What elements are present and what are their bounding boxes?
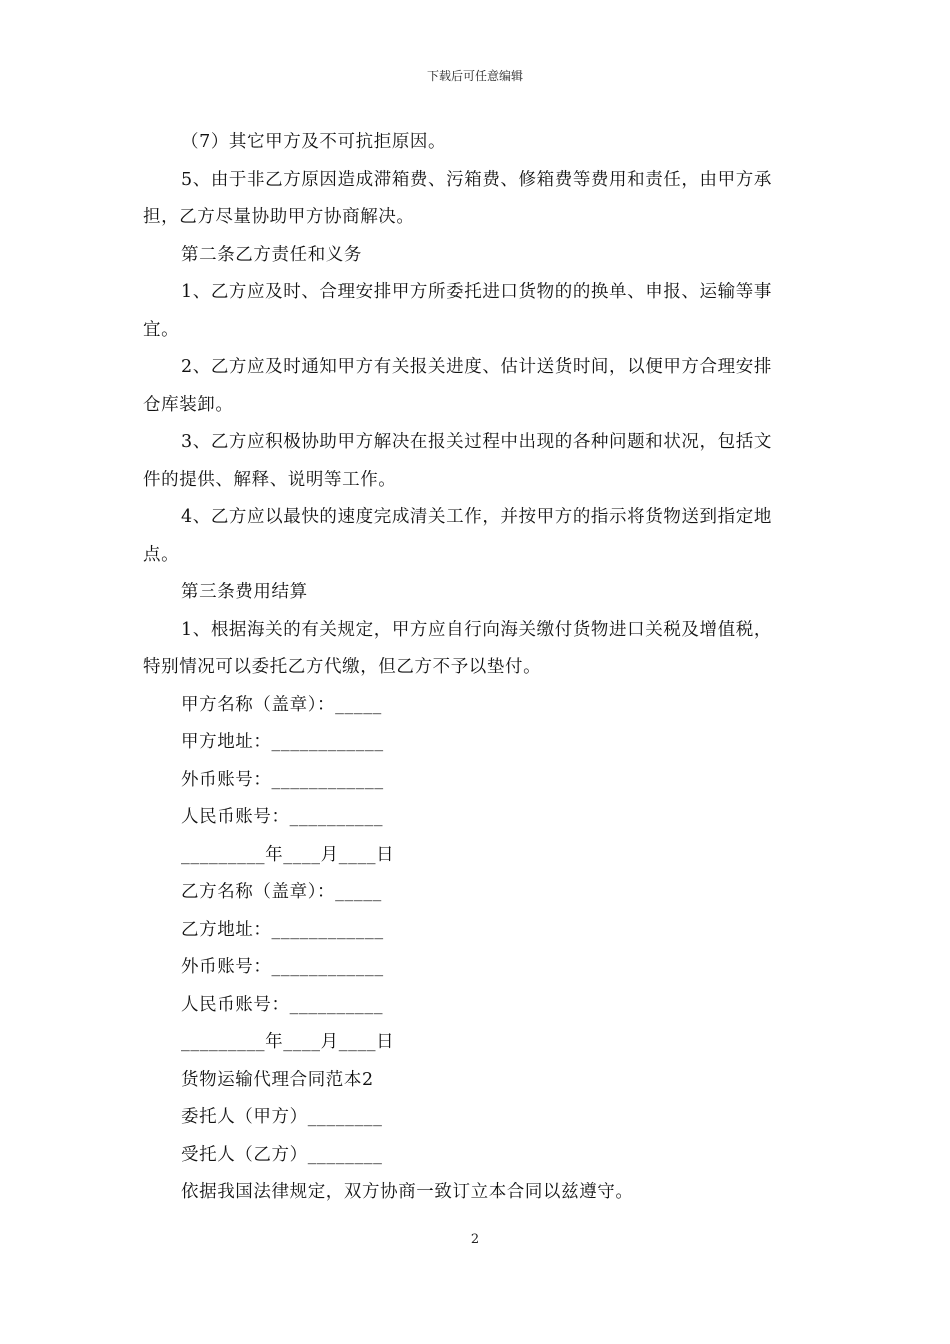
party-a-date-field: _________年____月____日 (181, 844, 395, 865)
paragraph-5-line-2: 担，乙方尽量协助甲方协商解决。 (143, 207, 415, 227)
article-2-item-2-line-1: 2、乙方应及时通知甲方有关报关进度、估计送货时间，以便甲方合理安排 (181, 357, 772, 377)
article-3-item-1-line-2: 特别情况可以委托乙方代缴，但乙方不予以垫付。 (143, 657, 542, 677)
article-2-item-4-line-1: 4、乙方应以最快的速度完成清关工作，并按甲方的指示将货物送到指定地 (181, 507, 772, 527)
page-header: 下载后可任意编辑 (426, 69, 523, 83)
party-b-name-field: 乙方名称（盖章）：_____ (181, 882, 382, 902)
paragraph-5-line-1: 5、由于非乙方原因造成滞箱费、污箱费、修箱费等费用和责任，由甲方承 (181, 169, 772, 190)
clause-7-other-reasons: （7）其它甲方及不可抗拒原因。 (181, 132, 447, 152)
article-2-heading: 第二条乙方责任和义务 (181, 244, 362, 265)
legal-basis-paragraph: 依据我国法律规定，双方协商一致订立本合同以兹遵守。 (181, 1182, 634, 1202)
principal-party-a-field: 委托人（甲方）________ (181, 1107, 383, 1127)
party-a-name-field: 甲方名称（盖章）：_____ (181, 694, 382, 715)
page-number: 2 (470, 1232, 480, 1247)
party-a-foreign-account-field: 外币账号：____________ (181, 769, 384, 790)
party-a-address-field: 甲方地址：____________ (181, 732, 384, 752)
article-2-item-3-line-1: 3、乙方应积极协助甲方解决在报关过程中出现的各种问题和状况，包括文 (181, 432, 772, 452)
party-a-rmb-account-field: 人民币账号：__________ (181, 807, 384, 827)
agent-party-b-field: 受托人（乙方）________ (181, 1144, 383, 1165)
article-2-item-3-line-2: 件的提供、解释、说明等工作。 (143, 469, 397, 490)
article-2-item-1-line-2: 宜。 (143, 319, 180, 340)
party-b-address-field: 乙方地址：____________ (181, 919, 384, 940)
article-2-item-1-line-1: 1、乙方应及时、合理安排甲方所委托进口货物的的换单、申报、运输等事 (181, 282, 772, 302)
document-body (143, 124, 808, 1212)
article-2-item-2-line-2: 仓库装卸。 (143, 394, 234, 415)
article-2-item-4-line-2: 点。 (143, 544, 180, 565)
article-3-heading: 第三条费用结算 (181, 582, 308, 602)
party-b-date-field: _________年____月____日 (181, 1032, 395, 1052)
party-b-foreign-account-field: 外币账号：____________ (181, 957, 384, 977)
template-2-title: 货物运输代理合同范本2 (181, 1069, 374, 1090)
article-3-item-1-line-1: 1、根据海关的有关规定，甲方应自行向海关缴付货物进口关税及增值税， (181, 619, 772, 640)
party-b-rmb-account-field: 人民币账号：__________ (181, 994, 384, 1015)
